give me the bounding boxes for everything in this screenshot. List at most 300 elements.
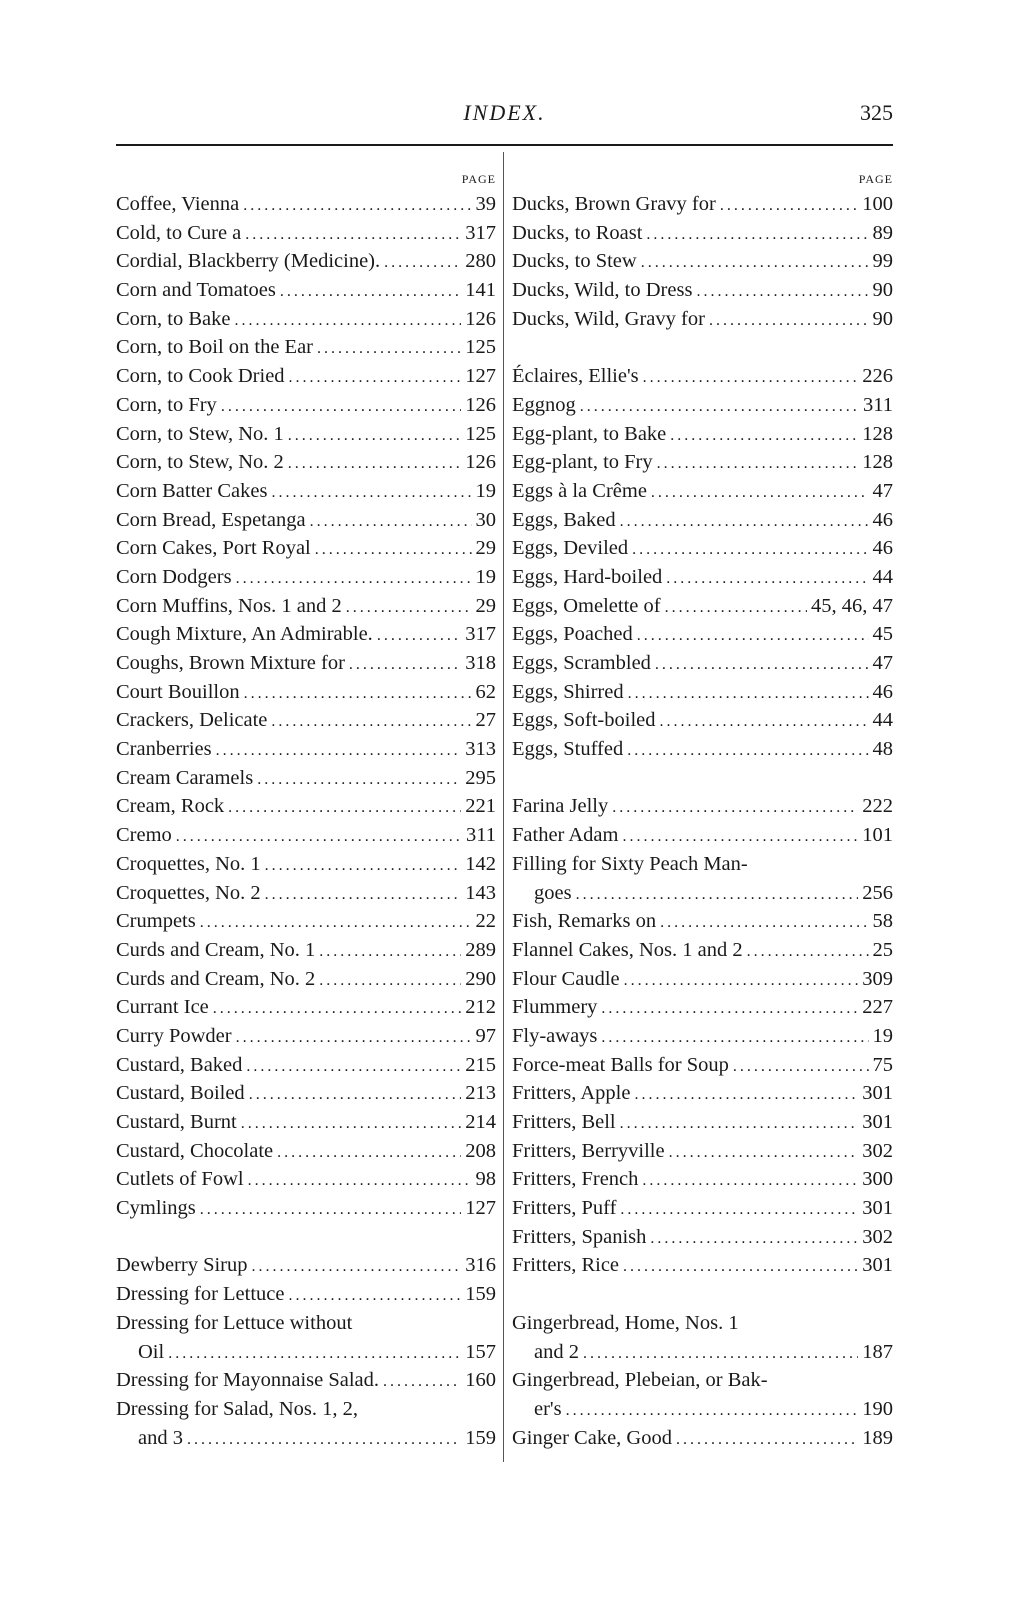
leader-dots — [377, 622, 461, 651]
entry-page-number: 127 — [465, 1197, 496, 1220]
entry-page-number: 301 — [862, 1197, 893, 1220]
leader-dots — [676, 1426, 858, 1455]
leader-dots — [660, 909, 868, 938]
entry-title: Croquettes, No. 1 — [116, 852, 261, 875]
leader-dots — [187, 1426, 461, 1455]
index-entry — [116, 506, 496, 535]
index-entry — [116, 1022, 496, 1051]
entry-page-number: 46 — [872, 508, 893, 531]
entry-page-number: 280 — [465, 250, 496, 273]
entry-page-number: 126 — [465, 393, 496, 416]
leader-dots — [665, 594, 807, 623]
leader-dots — [257, 766, 461, 795]
index-entry — [116, 1309, 496, 1338]
leader-dots — [246, 1053, 461, 1082]
entry-title: Gingerbread, Home, Nos. 1 — [512, 1311, 739, 1334]
leader-dots — [646, 221, 868, 250]
entry-title: Father Adam — [512, 824, 619, 847]
entry-title: Fritters, Apple — [512, 1082, 631, 1105]
entry-title: Dressing for Mayonnaise Salad. — [116, 1369, 380, 1392]
entry-title: Curry Powder — [116, 1024, 232, 1047]
entry-title: Éclaires, Ellie's — [512, 365, 639, 388]
leader-dots — [244, 680, 472, 709]
entry-page-number: 215 — [465, 1053, 496, 1076]
page-column-label: PAGE — [858, 172, 893, 186]
entry-title: Cremo — [116, 824, 172, 847]
entry-page-number: 44 — [872, 565, 893, 588]
index-entry — [512, 362, 893, 391]
leader-dots — [623, 1253, 858, 1282]
page-column-label: PAGE — [461, 172, 496, 186]
page-header — [116, 100, 893, 134]
index-entry — [512, 420, 893, 449]
index-entry — [116, 1366, 496, 1395]
leader-dots — [248, 1167, 472, 1196]
entry-page-number: 295 — [465, 766, 496, 789]
entry-title: Coffee, Vienna — [116, 193, 240, 215]
entry-page-number: 159 — [465, 1426, 496, 1449]
index-entry — [116, 276, 496, 305]
entry-title: Fritters, Bell — [512, 1111, 616, 1133]
entry-page-number: 46 — [872, 537, 893, 560]
leader-dots — [628, 680, 869, 709]
index-entry — [116, 420, 496, 449]
entry-page-number: 301 — [862, 1111, 893, 1133]
index-entry — [116, 993, 496, 1022]
entry-title: Eggs, Deviled — [512, 537, 629, 560]
entry-title: Flummery — [512, 996, 598, 1019]
entry-page-number: 62 — [475, 680, 496, 703]
index-entry — [512, 1366, 893, 1395]
entry-title: goes — [534, 881, 572, 904]
entry-title: Ducks, to Roast — [512, 221, 643, 244]
entry-title: Dressing for Lettuce — [116, 1283, 285, 1306]
entry-page-number: 22 — [475, 910, 496, 933]
leader-dots — [346, 594, 472, 623]
index-entry — [116, 1137, 496, 1166]
entry-title: Fritters, Puff — [512, 1197, 617, 1220]
entry-page-number: 309 — [862, 967, 893, 990]
entry-page-number: 159 — [465, 1283, 496, 1306]
index-entry — [116, 333, 496, 362]
entry-page-number: 189 — [862, 1426, 893, 1449]
entry-title: Ducks, Brown Gravy for — [512, 193, 716, 215]
entry-title: Corn Batter Cakes — [116, 479, 268, 502]
entry-page-number: 125 — [465, 422, 496, 445]
entry-title: Cymlings — [116, 1197, 196, 1220]
leader-dots — [289, 364, 462, 393]
leader-dots — [315, 536, 472, 565]
entry-page-number: 311 — [863, 393, 893, 416]
leader-dots — [620, 1196, 858, 1225]
entry-page-number: 58 — [872, 910, 893, 933]
entry-page-number: 187 — [862, 1340, 893, 1363]
index-entry — [512, 649, 893, 678]
leader-dots — [236, 565, 472, 594]
entry-title: Dressing for Lettuce without — [116, 1311, 353, 1334]
entry-page-number: 45, 46, 47 — [811, 594, 893, 617]
index-entry — [116, 305, 496, 334]
entry-title: Farina Jelly — [512, 795, 609, 818]
index-entry — [512, 1108, 893, 1137]
leader-dots — [720, 192, 858, 221]
index-entry — [116, 219, 496, 248]
index-entry — [512, 792, 893, 821]
index-entry — [116, 1395, 496, 1424]
leader-dots — [271, 479, 471, 508]
entry-page-number: 160 — [465, 1369, 496, 1392]
entry-title: Corn, to Stew, No. 2 — [116, 451, 284, 474]
entry-page-number: 226 — [862, 365, 893, 388]
index-entry — [512, 1022, 893, 1051]
leader-dots — [583, 1340, 858, 1369]
left-column — [116, 168, 496, 1452]
entry-title: Currant Ice — [116, 996, 209, 1019]
entry-page-number: 316 — [465, 1254, 496, 1277]
index-entry — [512, 1251, 893, 1280]
entry-title: Eggs à la Crême — [512, 479, 647, 502]
entry-page-number: 256 — [862, 881, 893, 904]
entry-title: Corn, to Boil on the Ear — [116, 336, 314, 359]
index-entry — [512, 190, 893, 219]
entry-page-number: 98 — [475, 1168, 496, 1191]
entry-page-number: 75 — [872, 1053, 893, 1076]
index-spacer — [512, 1280, 893, 1309]
entry-title: Eggs, Hard-boiled — [512, 565, 663, 588]
index-entry — [116, 391, 496, 420]
entry-title: Gingerbread, Plebeian, or Bak- — [512, 1369, 768, 1392]
leader-dots — [612, 794, 858, 823]
entry-page-number: 290 — [465, 967, 496, 990]
index-entry — [116, 1194, 496, 1223]
index-entry — [116, 1165, 496, 1194]
leader-dots — [383, 1368, 461, 1397]
leader-dots — [349, 651, 461, 680]
entry-page-number: 128 — [862, 451, 893, 474]
leader-dots — [213, 995, 461, 1024]
entry-title: Dewberry Sirup — [116, 1254, 248, 1277]
entry-title: Custard, Boiled — [116, 1082, 245, 1105]
leader-dots — [221, 393, 461, 422]
index-entry — [512, 276, 893, 305]
leader-dots — [280, 278, 461, 307]
entry-page-number: 99 — [872, 250, 893, 273]
leader-dots — [666, 565, 868, 594]
leader-dots — [176, 823, 462, 852]
index-entry — [116, 965, 496, 994]
index-entry — [512, 1051, 893, 1080]
leader-dots — [747, 938, 869, 967]
entry-title: Cold, to Cure a — [116, 221, 242, 244]
leader-dots — [277, 1139, 461, 1168]
index-entry — [116, 190, 496, 219]
leader-dots — [620, 508, 869, 537]
index-entry — [512, 305, 893, 334]
leader-dots — [319, 938, 461, 967]
entry-page-number: 46 — [872, 680, 893, 703]
entry-title: Ginger Cake, Good — [512, 1426, 672, 1449]
leader-dots — [265, 881, 462, 910]
index-entry — [512, 1079, 893, 1108]
entry-title: Eggs, Stuffed — [512, 738, 624, 761]
leader-dots — [637, 622, 869, 651]
entry-page-number: 97 — [475, 1024, 496, 1047]
entry-title: Fritters, Spanish — [512, 1225, 647, 1248]
entry-title: Egg-plant, to Fry — [512, 451, 653, 474]
leader-dots — [200, 1196, 462, 1225]
entry-title: Eggs, Baked — [512, 508, 616, 531]
index-entry — [512, 506, 893, 535]
entry-title: Corn Muffins, Nos. 1 and 2 — [116, 594, 342, 617]
index-entry — [116, 678, 496, 707]
index-spacer — [512, 333, 893, 362]
index-entry — [116, 448, 496, 477]
entry-title: Court Bouillon — [116, 680, 240, 703]
entry-page-number: 19 — [475, 565, 496, 588]
index-entry — [512, 620, 893, 649]
entry-page-number: 301 — [862, 1082, 893, 1105]
leader-dots — [168, 1340, 461, 1369]
index-entry — [116, 1079, 496, 1108]
entry-page-number: 227 — [862, 996, 893, 1019]
entry-page-number: 302 — [862, 1139, 893, 1162]
leader-dots — [620, 1110, 859, 1139]
leader-dots — [319, 967, 461, 996]
entry-page-number: 47 — [872, 479, 893, 502]
entry-page-number: 301 — [862, 1254, 893, 1277]
entry-page-number: 126 — [465, 307, 496, 330]
index-entry — [116, 792, 496, 821]
index-entry — [116, 534, 496, 563]
entry-title: Fly-aways — [512, 1024, 598, 1047]
entry-title: Ducks, Wild, Gravy for — [512, 307, 705, 330]
index-entry — [512, 1137, 893, 1166]
entry-page-number: 89 — [872, 221, 893, 244]
leader-dots — [642, 1167, 858, 1196]
index-entry — [512, 965, 893, 994]
index-spacer — [116, 1223, 496, 1252]
index-entry — [512, 247, 893, 276]
entry-title: Corn, to Bake — [116, 307, 231, 330]
index-entry — [512, 534, 893, 563]
index-entry — [116, 706, 496, 735]
entry-page-number: 29 — [475, 537, 496, 560]
index-entry — [512, 879, 893, 908]
leader-dots — [234, 307, 461, 336]
entry-page-number: 208 — [465, 1139, 496, 1162]
entry-page-number: 47 — [872, 652, 893, 674]
entry-title: Corn, to Fry — [116, 393, 217, 416]
leader-dots — [384, 249, 461, 278]
entry-title: Eggs, Soft-boiled — [512, 709, 656, 732]
entry-page-number: 318 — [465, 652, 496, 674]
entry-title: Crumpets — [116, 910, 196, 933]
entry-title: Ducks, to Stew — [512, 250, 637, 273]
index-entry — [512, 678, 893, 707]
entry-title: and 2 — [534, 1340, 579, 1363]
index-entry — [116, 592, 496, 621]
leader-dots — [733, 1053, 869, 1082]
leader-dots — [249, 1081, 462, 1110]
entry-page-number: 212 — [465, 996, 496, 1019]
entry-page-number: 45 — [872, 623, 893, 646]
entry-page-number: 313 — [465, 738, 496, 761]
leader-dots — [288, 422, 461, 451]
entry-page-number: 90 — [872, 307, 893, 330]
entry-page-number: 214 — [465, 1111, 496, 1133]
index-entry — [116, 936, 496, 965]
index-entry — [512, 850, 893, 879]
entry-title: Corn, to Stew, No. 1 — [116, 422, 284, 445]
entry-page-number: 125 — [465, 336, 496, 359]
leader-dots — [709, 307, 869, 336]
index-entry — [116, 1051, 496, 1080]
leader-dots — [627, 737, 868, 766]
entry-page-number: 101 — [862, 824, 893, 847]
leader-dots — [641, 249, 869, 278]
entry-page-number: 300 — [862, 1168, 893, 1191]
entry-page-number: 190 — [862, 1397, 893, 1420]
running-head: INDEX. — [463, 100, 546, 125]
entry-page-number: 30 — [475, 508, 496, 531]
leader-dots — [669, 1139, 859, 1168]
leader-dots — [660, 708, 869, 737]
leader-dots — [216, 737, 462, 766]
index-entry — [512, 448, 893, 477]
index-entry — [116, 764, 496, 793]
entry-title: Eggs, Omelette of — [512, 594, 661, 617]
entry-page-number: 27 — [475, 709, 496, 732]
leader-dots — [643, 364, 859, 393]
index-entry — [116, 821, 496, 850]
index-entry — [512, 1338, 893, 1367]
entry-title: Corn, to Cook Dried — [116, 365, 285, 388]
index-entry — [116, 649, 496, 678]
leader-dots — [265, 852, 462, 881]
entry-title: Corn Cakes, Port Royal — [116, 537, 311, 560]
index-entry — [512, 1194, 893, 1223]
entry-title: Cutlets of Fowl — [116, 1168, 244, 1191]
leader-dots — [200, 909, 472, 938]
index-entry — [116, 1338, 496, 1367]
index-entry — [116, 735, 496, 764]
leader-dots — [245, 221, 461, 250]
index-entry — [512, 1165, 893, 1194]
leader-dots — [622, 823, 858, 852]
entry-title: Filling for Sixty Peach Man- — [512, 852, 748, 875]
column-divider — [503, 152, 504, 1462]
entry-title: Cream, Rock — [116, 795, 225, 818]
entry-title: Custard, Baked — [116, 1053, 243, 1076]
leader-dots — [252, 1253, 462, 1282]
entry-title: Cranberries — [116, 738, 212, 761]
entry-title: Croquettes, No. 2 — [116, 881, 261, 904]
entry-title: Curds and Cream, No. 2 — [116, 967, 316, 990]
header-rule — [116, 144, 893, 146]
entry-page-number: 141 — [465, 279, 496, 302]
entry-page-number: 213 — [465, 1082, 496, 1105]
index-entry — [512, 477, 893, 506]
index-entry — [512, 735, 893, 764]
index-spacer — [512, 764, 893, 793]
entry-page-number: 127 — [465, 365, 496, 388]
entry-page-number: 90 — [872, 279, 893, 302]
entry-page-number: 142 — [465, 852, 496, 875]
leader-dots — [317, 335, 461, 364]
entry-title: Cream Caramels — [116, 766, 254, 789]
right-entries — [512, 190, 893, 1452]
entry-title: Cordial, Blackberry (Medicine). — [116, 250, 381, 273]
index-entry — [116, 1108, 496, 1137]
index-entry — [116, 1251, 496, 1280]
index-entry — [116, 362, 496, 391]
leader-dots — [624, 967, 859, 996]
right-column — [512, 168, 893, 1452]
index-entry — [512, 563, 893, 592]
leader-dots — [632, 536, 868, 565]
entry-title: Corn Dodgers — [116, 565, 232, 588]
index-entry — [512, 907, 893, 936]
leader-dots — [601, 995, 858, 1024]
leader-dots — [651, 479, 869, 508]
leader-dots — [655, 651, 869, 680]
entry-page-number: 317 — [465, 623, 496, 646]
entry-title: Custard, Burnt — [116, 1111, 237, 1133]
index-entry — [512, 1309, 893, 1338]
entry-title: Eggs, Poached — [512, 623, 633, 646]
entry-title: Oil — [138, 1340, 165, 1363]
left-entries — [116, 190, 496, 1452]
entry-title: Fritters, Rice — [512, 1254, 620, 1277]
entry-page-number: 25 — [872, 938, 893, 961]
entry-title: Custard, Chocolate — [116, 1139, 274, 1162]
index-entry — [116, 1280, 496, 1309]
leader-dots — [634, 1081, 858, 1110]
leader-dots — [657, 450, 859, 479]
entry-title: Corn Bread, Espetanga — [116, 508, 306, 531]
entry-title: Dressing for Salad, Nos. 1, 2, — [116, 1397, 358, 1420]
page-number: 325 — [860, 100, 893, 125]
leader-dots — [228, 794, 461, 823]
leader-dots — [289, 1282, 462, 1311]
leader-dots — [580, 393, 859, 422]
entry-title: Corn and Tomatoes — [116, 279, 276, 302]
entry-page-number: 19 — [475, 479, 496, 502]
index-entry — [116, 563, 496, 592]
leader-dots — [310, 508, 472, 537]
entry-page-number: 302 — [862, 1225, 893, 1248]
entry-title: Eggs, Shirred — [512, 680, 624, 703]
index-entry — [116, 907, 496, 936]
entry-title: Eggnog — [512, 393, 576, 416]
entry-title: Coughs, Brown Mixture for — [116, 652, 345, 674]
index-entry — [116, 850, 496, 879]
index-entry — [512, 391, 893, 420]
entry-page-number: 128 — [862, 422, 893, 445]
index-entry — [116, 1424, 496, 1453]
entry-page-number: 19 — [872, 1024, 893, 1047]
leader-dots — [243, 192, 471, 221]
entry-page-number: 39 — [475, 193, 496, 215]
index-entry — [512, 993, 893, 1022]
entry-page-number: 222 — [862, 795, 893, 818]
entry-title: Cough Mixture, An Admirable. — [116, 623, 373, 646]
entry-page-number: 44 — [872, 709, 893, 732]
entry-page-number: 143 — [465, 881, 496, 904]
entry-title: Curds and Cream, No. 1 — [116, 938, 316, 961]
entry-title: Eggs, Scrambled — [512, 652, 651, 674]
index-entry — [116, 247, 496, 276]
